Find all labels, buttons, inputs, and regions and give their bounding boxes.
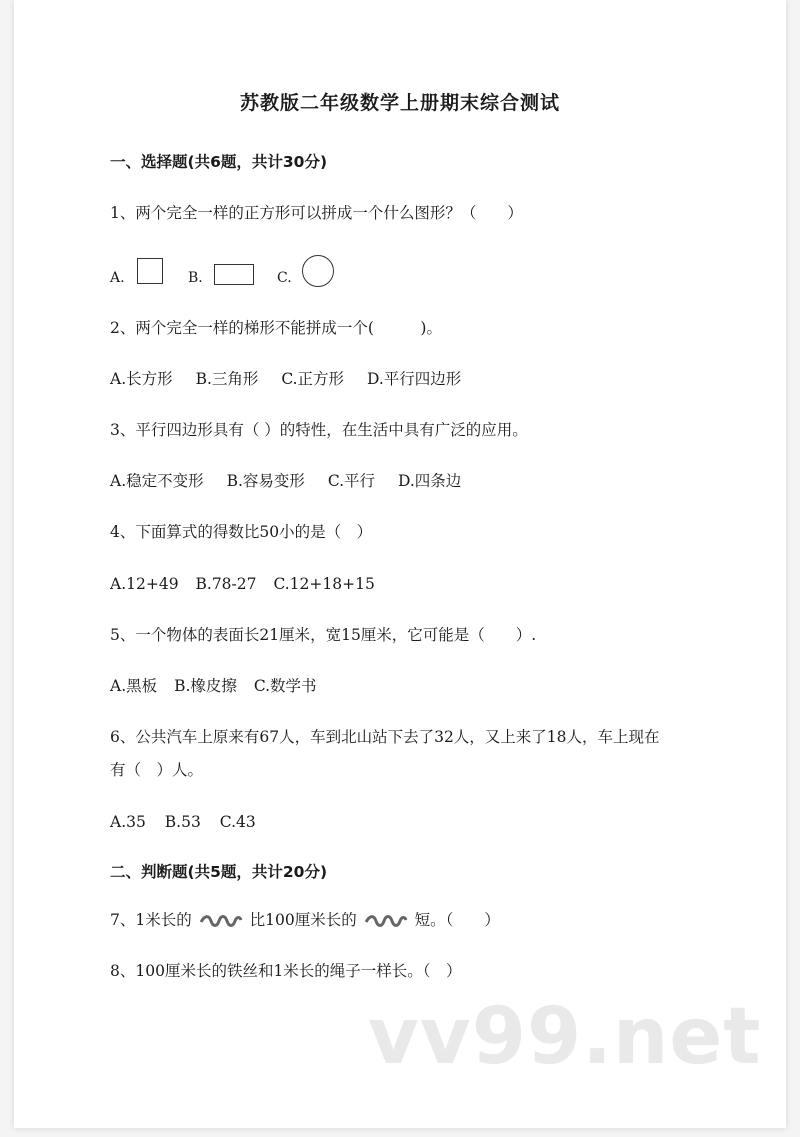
question-6-line-2: 有（ ）人。 — [110, 761, 204, 779]
q4-option-b: B.78-27 — [195, 575, 257, 593]
question-3-options — [110, 471, 479, 491]
q5-option-a: A.黑板 — [110, 677, 158, 695]
q6-option-b: B.53 — [164, 813, 201, 831]
q7-text-part-3: 短。（ ） — [414, 911, 500, 929]
section-heading-true-false: 二、判断题(共5题，共计20分) — [110, 863, 328, 881]
square-icon — [137, 258, 163, 284]
rectangle-icon — [214, 264, 254, 285]
q7-text-part-1: 7、1米长的 — [110, 911, 192, 929]
question-2-options — [110, 369, 479, 389]
q3-option-d: D.四条边 — [398, 472, 462, 490]
question-6-options — [110, 812, 274, 832]
rope-icon — [199, 913, 243, 929]
question-5-options — [110, 676, 335, 696]
section-heading-multiple-choice: 一、选择题(共6题，共计30分) — [110, 153, 328, 171]
q2-option-b: B.三角形 — [195, 370, 259, 388]
watermark: vv99.net — [368, 992, 762, 1082]
q6-option-a: A.35 — [110, 813, 146, 831]
circle-icon — [302, 255, 334, 287]
q3-option-a: A.稳定不变形 — [110, 472, 204, 490]
q5-option-b: B.橡皮擦 — [174, 677, 237, 695]
q2-option-a: A.长方形 — [110, 370, 173, 388]
q7-text-part-2: 比100厘米长的 — [249, 911, 357, 929]
question-1: 1、两个完全一样的正方形可以拼成一个什么图形？（ ） — [110, 204, 523, 222]
document-title: 苏教版二年级数学上册期末综合测试 — [239, 92, 560, 114]
question-4: 4、下面算式的得数比50小的是（ ） — [110, 523, 373, 541]
q3-option-c: C.平行 — [327, 472, 376, 490]
q1-option-a-label: A. — [110, 270, 125, 286]
question-2: 2、两个完全一样的梯形不能拼成一个( )。 — [110, 319, 442, 337]
q2-option-d: D.平行四边形 — [367, 370, 462, 388]
question-4-options — [110, 574, 393, 594]
q1-option-b-label: B. — [188, 270, 203, 286]
q4-option-a: A.12+49 — [110, 575, 179, 593]
question-5: 5、一个物体的表面长21厘米，宽15厘米，它可能是（ ）. — [110, 626, 537, 644]
question-7 — [110, 910, 500, 930]
question-3: 3、平行四边形具有（ ）的特性，在生活中具有广泛的应用。 — [110, 421, 528, 439]
q6-option-c: C.43 — [219, 813, 256, 831]
q2-option-c: C.正方形 — [281, 370, 345, 388]
question-8: 8、100厘米长的铁丝和1米长的绳子一样长。（ ） — [110, 962, 462, 980]
q3-option-b: B.容易变形 — [226, 472, 305, 490]
q4-option-c: C.12+18+15 — [273, 575, 375, 593]
question-6-line-1: 6、公共汽车上原来有67人，车到北山站下去了32人，又上来了18人，车上现在 — [110, 728, 660, 746]
rope-icon — [364, 913, 408, 929]
q1-option-c-label: C. — [277, 270, 292, 286]
q5-option-c: C.数学书 — [253, 677, 317, 695]
